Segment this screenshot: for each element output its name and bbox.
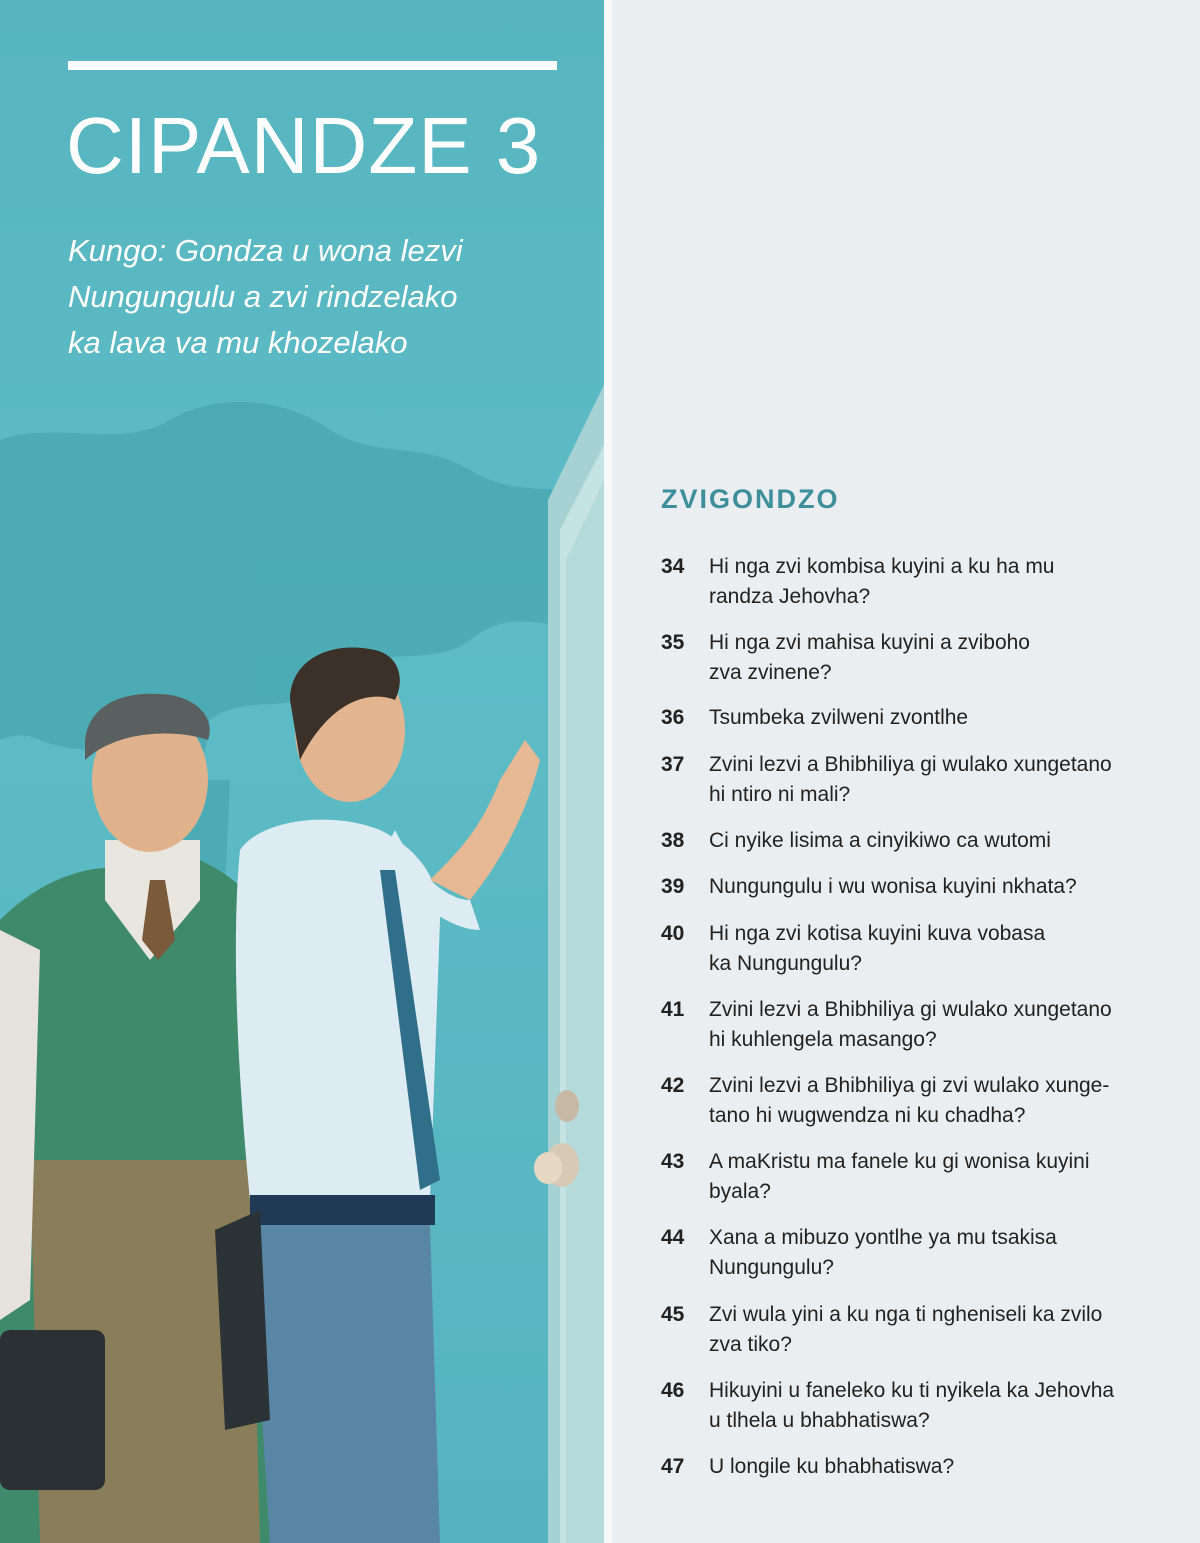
lesson-number: 43 (661, 1150, 685, 1173)
lesson-number: 39 (661, 875, 685, 898)
goal-line: Nungungulu a zvi rindzelako (68, 279, 458, 314)
lesson-title: A maKristu ma fanele ku gi wonisa kuyini byala? (709, 1150, 1090, 1203)
lesson-title: Tsumbeka zvilweni zvontlhe (709, 706, 969, 729)
lesson-title: Hikuyini u faneleko ku ti nyikela ka Jehovha u tlhela u bhabhatiswa? (709, 1379, 1115, 1432)
lesson-number: 37 (661, 753, 685, 776)
lessons-heading: ZVIGONDZO (661, 484, 840, 514)
chapter-title: CIPANDZE 3 (66, 101, 542, 190)
goal-line: ka lava va mu khozelako (68, 325, 408, 360)
lesson-title: Xana a mibuzo yontlhe ya mu tsakisa Nungungulu? (709, 1226, 1057, 1279)
lesson-number: 40 (661, 922, 685, 945)
lesson-number: 42 (661, 1074, 685, 1097)
lesson-number: 46 (661, 1379, 685, 1402)
goal-line: Kungo: Gondza u wona lezvi (68, 233, 463, 268)
chapter-goal (68, 228, 538, 366)
lesson-number: 38 (661, 829, 685, 852)
lesson-title: Hi nga zvi kombisa kuyini a ku ha mu randza Jehovha? (709, 555, 1055, 608)
younger-man (215, 647, 540, 1543)
lesson-title: Zvini lezvi a Bhibhiliya gi wulako xungetano hi ntiro ni mali? (709, 753, 1112, 806)
lesson-number: 34 (661, 555, 685, 578)
lesson-title: Nungungulu i wu wonisa kuyini nkhata? (709, 875, 1077, 898)
lesson-title: U longile ku bhabhatiswa? (709, 1455, 955, 1478)
lesson-title: Hi nga zvi mahisa kuyini a zviboho zva zvinene? (709, 631, 1030, 684)
lesson-number: 41 (661, 998, 685, 1021)
lesson-number: 47 (661, 1455, 685, 1478)
page-divider (604, 0, 612, 1543)
lesson-title: Hi nga zvi kotisa kuyini kuva vobasa ka Nungungulu? (709, 922, 1046, 975)
top-rule (68, 61, 557, 70)
lesson-title: Zvini lezvi a Bhibhiliya gi wulako xungetano hi kuhlengela masango? (709, 998, 1112, 1051)
lesson-title: Zvini lezvi a Bhibhiliya gi zvi wulako xunge- tano hi wugwendza ni ku chadha? (709, 1074, 1110, 1127)
lesson-number: 45 (661, 1303, 685, 1326)
lesson-number: 44 (661, 1226, 685, 1249)
lessons-panel (612, 0, 1200, 1543)
lesson-title: Zvi wula yini a ku nga ti ngheniseli ka zvilo zva tiko? (709, 1303, 1103, 1356)
lesson-number: 35 (661, 631, 685, 654)
lesson-title: Ci nyike lisima a cinyikiwo ca wutomi (709, 829, 1051, 852)
lesson-number: 36 (661, 706, 685, 729)
